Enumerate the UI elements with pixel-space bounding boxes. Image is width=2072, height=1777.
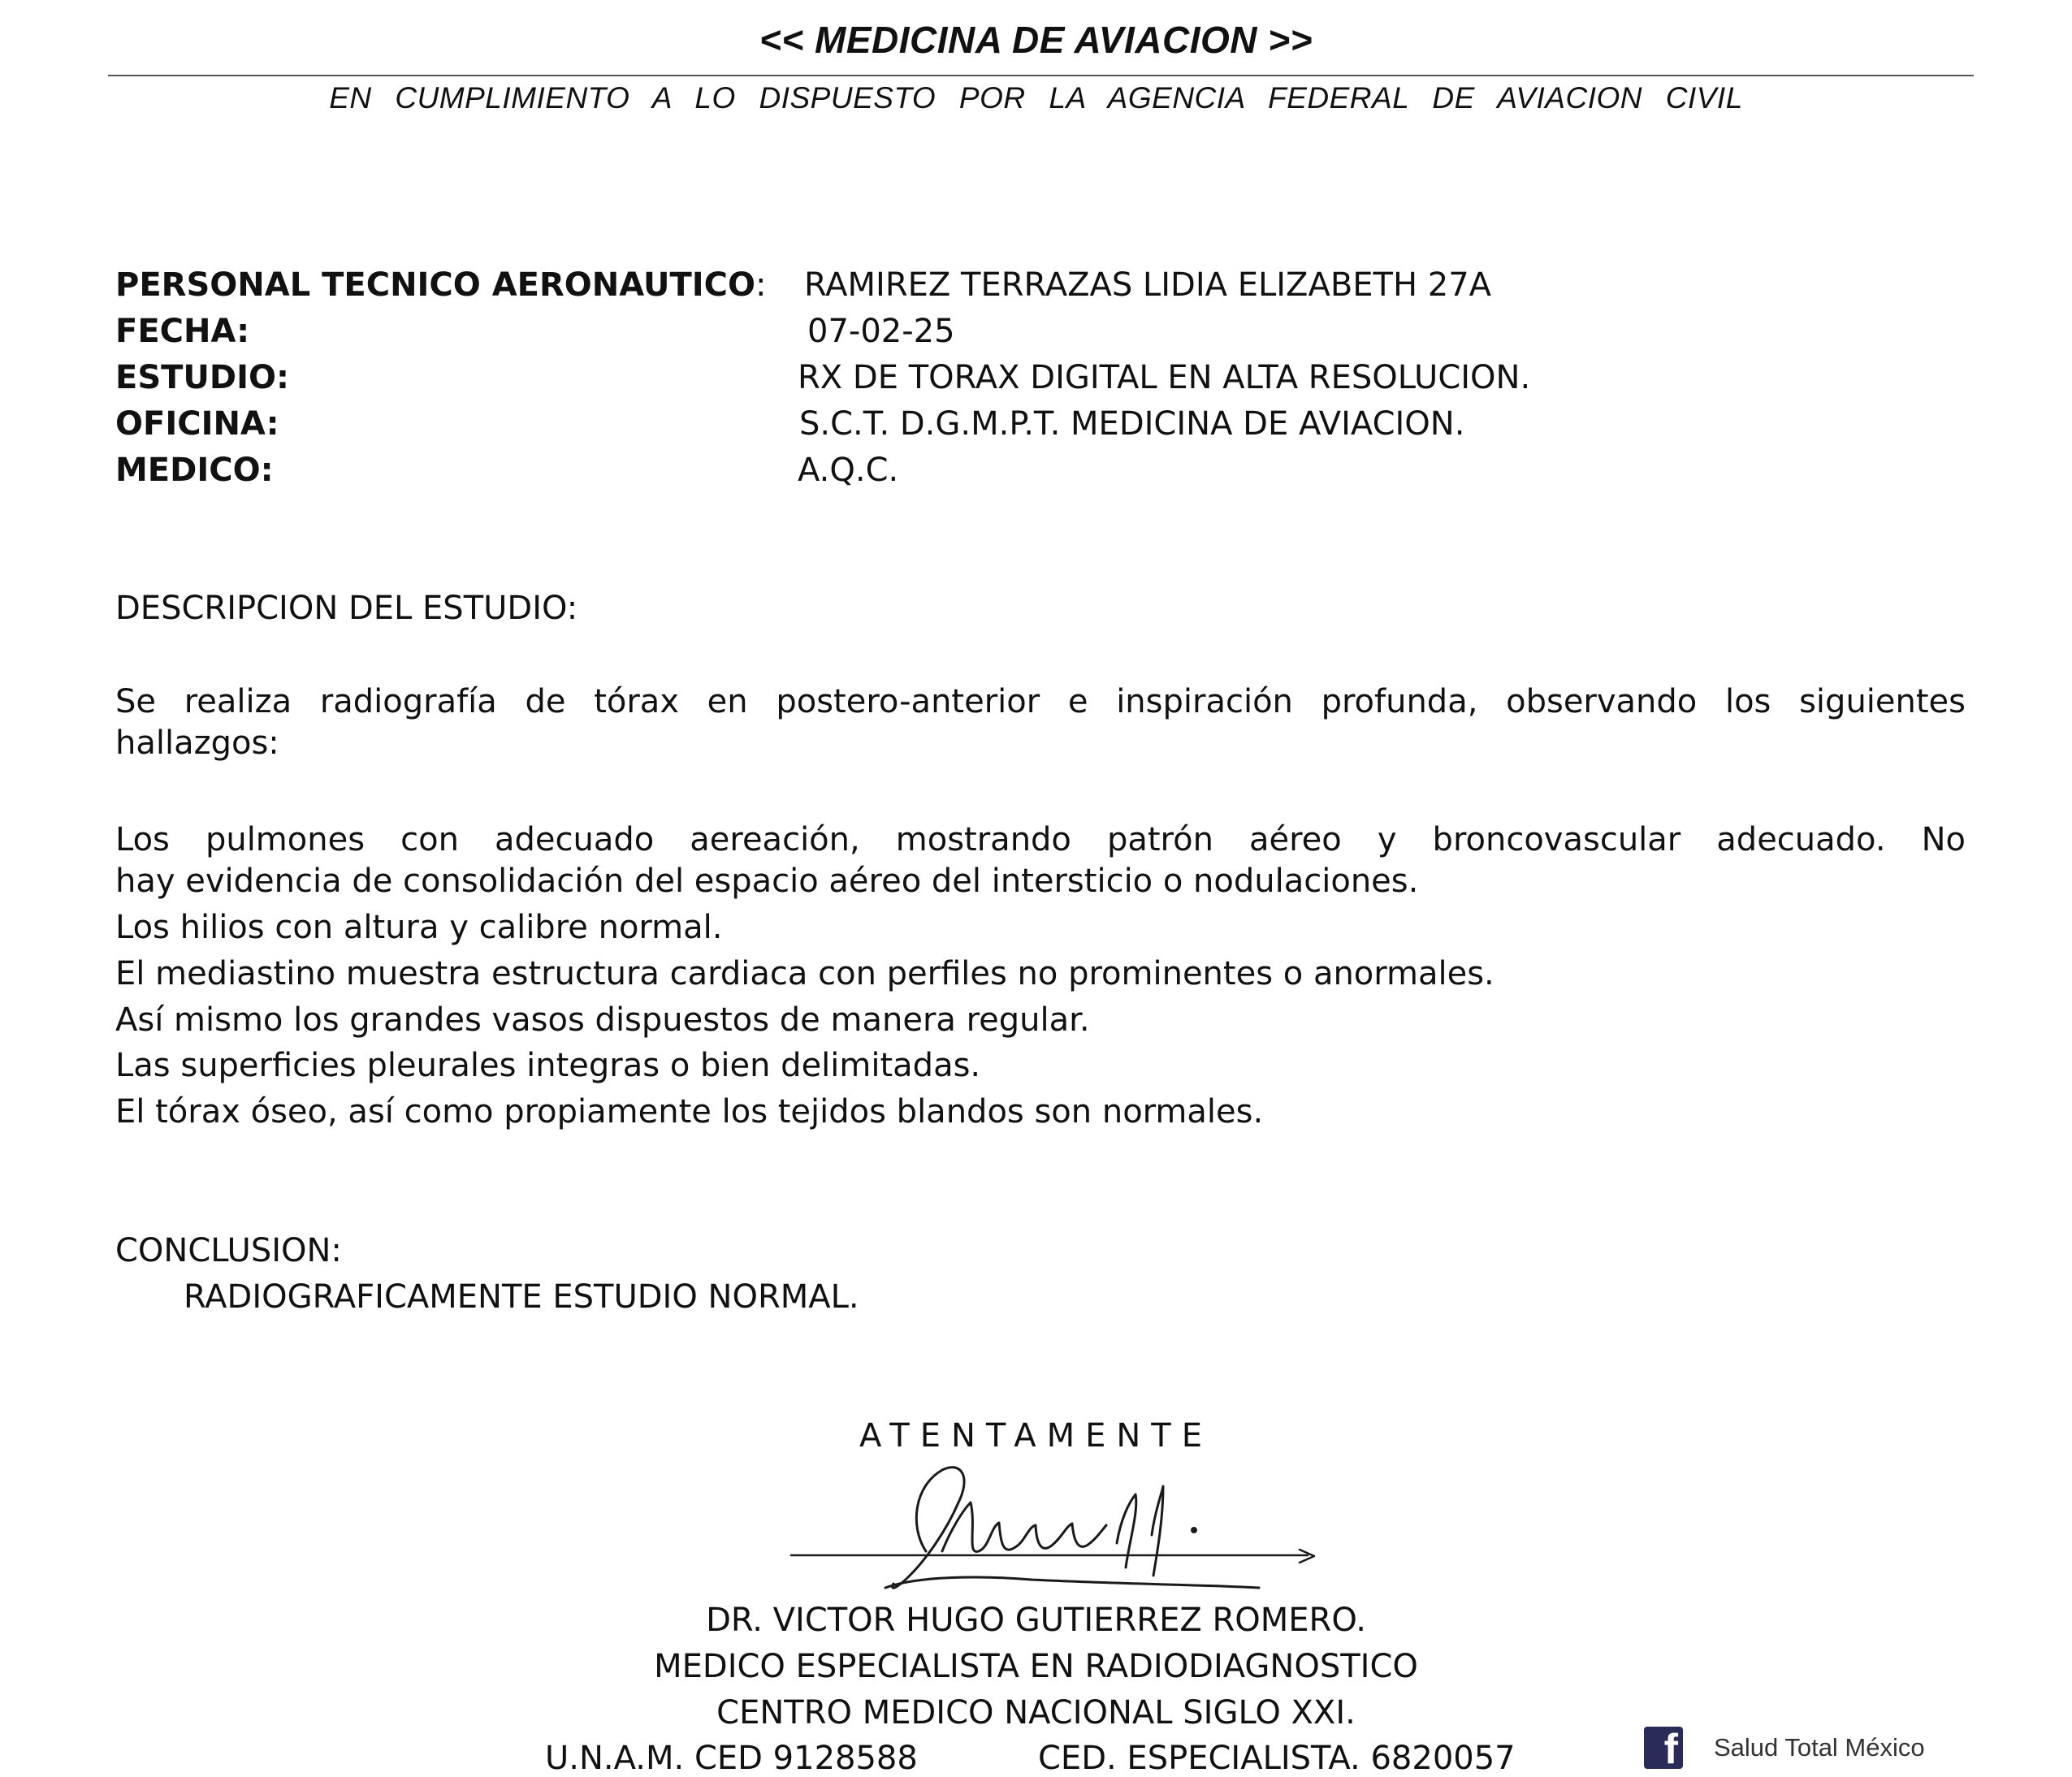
findings-line-2: hay evidencia de consolidación del espacio aéreo del intersticio o nodulaciones.	[115, 863, 1419, 900]
conclusion-heading: CONCLUSION:	[115, 1232, 342, 1269]
handwritten-signature	[788, 1454, 1324, 1608]
facebook-icon	[1644, 1727, 1683, 1769]
personal-label	[115, 266, 767, 304]
oficina-value: S.C.T. D.G.M.P.T. MEDICINA DE AVIACION.	[799, 405, 1465, 443]
fecha-label: FECHA:	[115, 313, 250, 350]
oficina-label: OFICINA:	[115, 405, 279, 443]
medico-label: MEDICO:	[115, 452, 274, 489]
doctor-specialty: MEDICO ESPECIALISTA EN RADIODIAGNOSTICO	[654, 1648, 1418, 1685]
findings-line-3: Los hilios con altura y calibre normal.	[115, 909, 723, 946]
personal-label-colon: :	[755, 266, 767, 304]
doctor-institution: CENTRO MEDICO NACIONAL SIGLO XXI.	[716, 1694, 1356, 1732]
document-subtitle: EN CUMPLIMIENTO A LO DISPUESTO POR LA AGENCIA FEDERAL DE AVIACION CIVIL	[329, 81, 1743, 115]
findings-line-5: Así mismo los grandes vasos dispuestos de manera regular.	[115, 1001, 1090, 1039]
personal-label-text: PERSONAL TECNICO AERONAUTICO	[115, 266, 756, 304]
description-heading: DESCRIPCION DEL ESTUDIO:	[115, 590, 578, 627]
findings-line-6: Las superficies pleurales integras o bien delimitadas.	[115, 1047, 981, 1084]
findings-line-1: Los pulmones con adecuado aereación, mostrando patrón aéreo y broncovascular adecuado. No	[115, 821, 1966, 858]
fecha-value: 07-02-25	[807, 313, 955, 350]
ced-especialista: CED. ESPECIALISTA. 6820057	[1038, 1740, 1516, 1777]
findings-line-7: El tórax óseo, así como propiamente los tejidos blandos son normales.	[115, 1093, 1264, 1131]
doctor-name: DR. VICTOR HUGO GUTIERREZ ROMERO.	[706, 1602, 1366, 1639]
facebook-page-name: Salud Total México	[1714, 1733, 1925, 1762]
facebook-glyph: f	[1663, 1727, 1678, 1769]
personal-value: RAMIREZ TERRAZAS LIDIA ELIZABETH 27A	[804, 266, 1492, 304]
closing-atentamente: ATENTAMENTE	[859, 1417, 1213, 1455]
estudio-label: ESTUDIO:	[115, 359, 289, 396]
estudio-value: RX DE TORAX DIGITAL EN ALTA RESOLUCION.	[798, 359, 1531, 396]
header-divider	[108, 75, 1974, 76]
conclusion-text: RADIOGRAFICAMENTE ESTUDIO NORMAL.	[184, 1278, 859, 1316]
findings-line-4: El mediastino muestra estructura cardiaca con perfiles no prominentes o anormales.	[115, 955, 1495, 992]
medico-value: A.Q.C.	[798, 452, 899, 489]
description-intro-line1: Se realiza radiografía de tórax en postero-anterior e inspiración profunda, observando los siguientes	[115, 683, 1966, 720]
document-title: << MEDICINA DE AVIACION >>	[759, 19, 1313, 61]
description-intro-line2: hallazgos:	[115, 724, 279, 762]
facebook-badge	[1644, 1727, 1925, 1769]
ced-unam: U.N.A.M. CED 9128588	[545, 1740, 918, 1777]
